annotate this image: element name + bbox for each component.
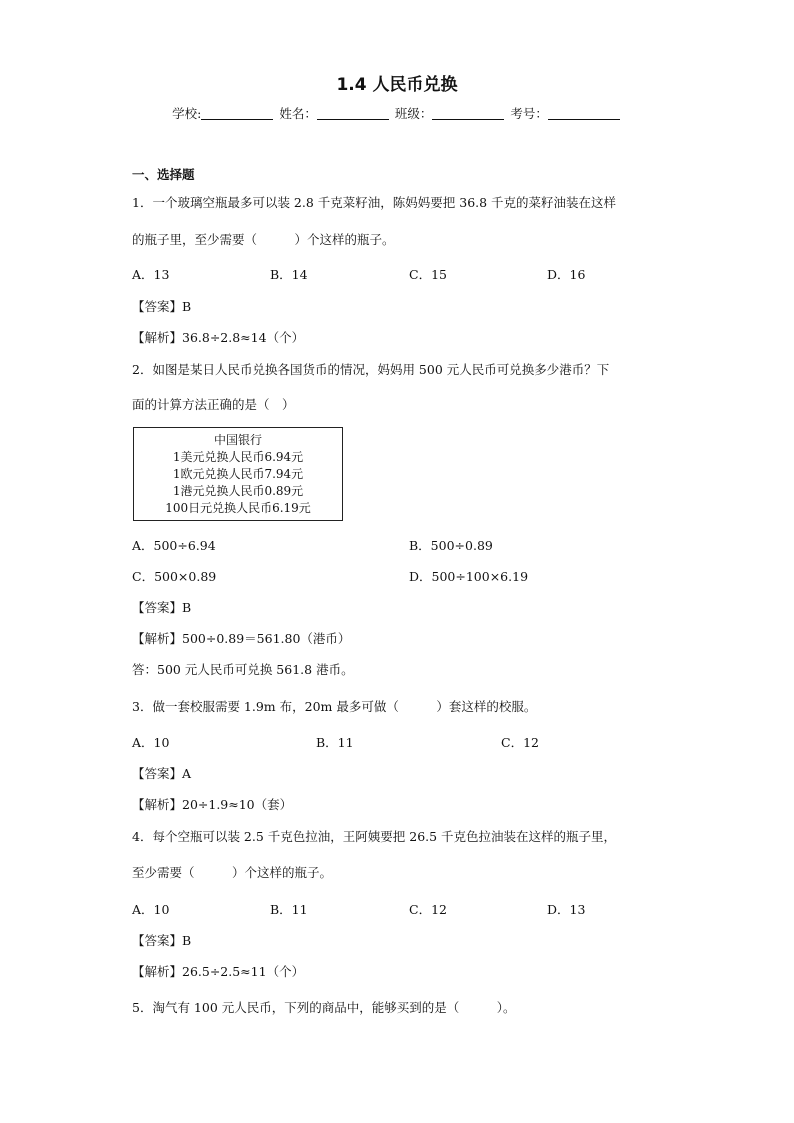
page-title: 1.4 人民币兑换 <box>336 75 458 95</box>
name-label: 姓名： <box>279 106 317 121</box>
question-2-option-c: C．500×0.89 <box>132 569 217 584</box>
exam-no-label: 考号： <box>510 106 548 121</box>
question-4-stem-line-1: 4．每个空瓶可以装 2.5 千克色拉油，王阿姨要把 26.5 千克色拉油装在这样的瓶子里， <box>132 829 617 844</box>
rate-eur: 1欧元兑换人民币7.94元 <box>172 467 304 481</box>
question-3-answer: 【答案】A <box>132 766 192 781</box>
rate-hkd: 1港元兑换人民币0.89元 <box>172 484 304 498</box>
question-4-analysis: 【解析】26.5÷2.5≈11（个） <box>132 964 305 979</box>
question-4-stem-line-2: 至少需要（ ）个这样的瓶子。 <box>132 865 333 880</box>
rate-jpy: 100日元兑换人民币6.19元 <box>165 501 311 515</box>
question-4-option-a: A．10 <box>132 902 170 917</box>
exchange-rate-table <box>133 427 343 521</box>
question-1-answer: 【答案】B <box>132 299 192 314</box>
question-3-analysis: 【解析】20÷1.9≈10（套） <box>132 797 293 812</box>
exam-no-blank <box>548 106 620 120</box>
question-1-option-c: C．15 <box>409 267 447 282</box>
question-2-stem-line-1: 2．如图是某日人民币兑换各国货币的情况，妈妈用 500 元人民币可兑换多少港币？下 <box>132 362 610 377</box>
question-4-option-d: D．13 <box>547 902 586 917</box>
question-2-stem-line-2: 面的计算方法正确的是（ ） <box>132 397 295 412</box>
school-blank <box>201 106 273 120</box>
question-2-analysis: 【解析】500÷0.89＝561.80（港币） <box>132 631 351 646</box>
question-3-option-b: B．11 <box>316 735 354 750</box>
question-3-option-c: C．12 <box>501 735 539 750</box>
question-4-option-c: C．12 <box>409 902 447 917</box>
question-4-answer: 【答案】B <box>132 933 192 948</box>
question-1-stem-line-2: 的瓶子里，至少需要（ ）个这样的瓶子。 <box>132 232 395 247</box>
question-2-conclusion: 答：500 元人民币可兑换 561.8 港币。 <box>132 662 354 677</box>
rate-usd: 1美元兑换人民币6.94元 <box>172 450 304 464</box>
question-3-option-a: A．10 <box>132 735 170 750</box>
question-5-stem: 5．淘气有 100 元人民币，下列的商品中，能够买到的是（ ）。 <box>132 1000 516 1015</box>
bank-name: 中国银行 <box>213 433 262 447</box>
name-blank <box>317 106 389 120</box>
question-2-answer: 【答案】B <box>132 600 192 615</box>
question-1-option-a: A．13 <box>132 267 170 282</box>
class-label: 班级： <box>394 106 433 121</box>
section-heading: 一、选择题 <box>132 167 195 182</box>
question-4-option-b: B．11 <box>270 902 308 917</box>
question-1-stem-line-1: 1．一个玻璃空瓶最多可以装 2.8 千克菜籽油，陈妈妈要把 36.8 千克的菜籽油装在这样 <box>132 195 617 210</box>
question-2-option-a: A．500÷6.94 <box>132 538 216 553</box>
class-blank <box>432 106 504 120</box>
question-3-stem: 3．做一套校服需要 1.9m 布，20m 最多可做（ ）套这样的校服。 <box>132 699 537 714</box>
school-label: 学校: <box>172 106 202 121</box>
question-2-option-b: B．500÷0.89 <box>409 538 493 553</box>
student-info-line <box>0 104 794 122</box>
question-1-option-b: B．14 <box>270 267 308 282</box>
question-1-analysis: 【解析】36.8÷2.8≈14（个） <box>132 330 305 345</box>
question-2-option-d: D．500÷100×6.19 <box>409 569 529 584</box>
question-1-option-d: D．16 <box>547 267 586 282</box>
